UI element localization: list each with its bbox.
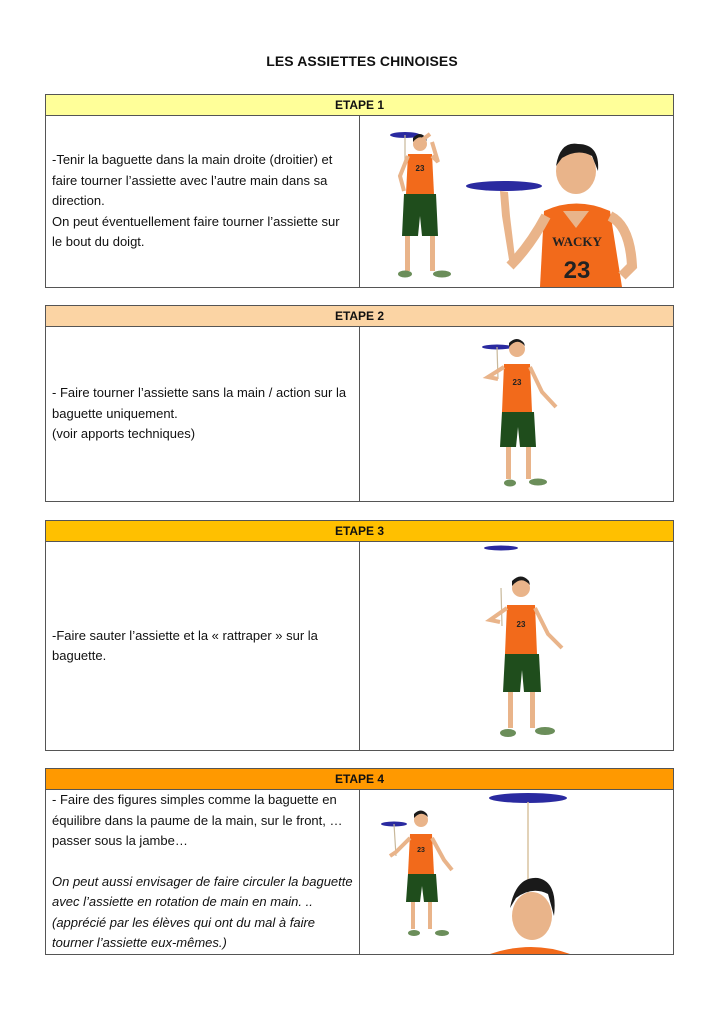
svg-text:23: 23 xyxy=(417,847,425,854)
step-3-header: ETAPE 3 xyxy=(46,521,673,542)
jersey-text: WACKY xyxy=(552,234,602,249)
step-2-header: ETAPE 2 xyxy=(46,306,673,327)
step-1-illustration xyxy=(360,116,673,287)
step-2-line-1: - Faire tourner l’assiette sans la main / action sur la baguette uniquement. xyxy=(52,385,347,421)
step-3-line-1: -Faire sauter l’assiette et la « rattraper » sur la baguette. xyxy=(52,627,318,663)
step-1-table xyxy=(45,94,674,288)
step-4-header: ETAPE 4 xyxy=(46,769,673,790)
player-face-balance xyxy=(489,793,570,954)
player-figure xyxy=(482,339,556,487)
player-closeup xyxy=(466,144,632,287)
step-4-line-1: - Faire des figures simples comme la baguette en équilibre dans la paume de la main, sur le front, …passer sous la jambe… xyxy=(52,792,343,848)
step-4-italic-line: On peut aussi envisager de faire circuler la baguette avec l’assiette en rotation de main en main. ..(apprécié par les élèves qui ont du mal à faire tourner l’assiette eux-mêmes.) xyxy=(52,873,353,950)
step-2-instructions xyxy=(46,327,360,501)
step-1-line-2: On peut éventuellement faire tourner l’assiette sur le bout du doigt. xyxy=(52,213,340,250)
svg-text:23: 23 xyxy=(415,164,425,173)
svg-text:23: 23 xyxy=(512,378,522,387)
page-title: LES ASSIETTES CHINOISES xyxy=(266,53,458,69)
step-4-spacer xyxy=(52,852,353,872)
player-figure xyxy=(484,546,562,738)
step-1-instructions xyxy=(46,116,360,287)
player-figure xyxy=(381,811,452,937)
step-3-instructions xyxy=(46,542,360,750)
step-1-line-1: -Tenir la baguette dans la main droite (droitier) et faire tourner l’assiette avec l’autre main dans sa direction. xyxy=(52,152,333,209)
step-1-header: ETAPE 1 xyxy=(46,95,673,116)
step-2-table xyxy=(45,305,674,502)
step-2-line-2: (voir apports techniques) xyxy=(52,426,196,442)
step-4-illustration xyxy=(360,790,673,954)
step-3-illustration xyxy=(360,542,673,750)
step-3-table xyxy=(45,520,674,751)
jersey-number: 23 xyxy=(563,257,591,284)
player-figure xyxy=(390,132,451,278)
step-2-illustration xyxy=(360,327,673,501)
step-4-table xyxy=(45,768,674,955)
step-4-instructions xyxy=(46,790,360,954)
svg-text:23: 23 xyxy=(516,620,526,629)
